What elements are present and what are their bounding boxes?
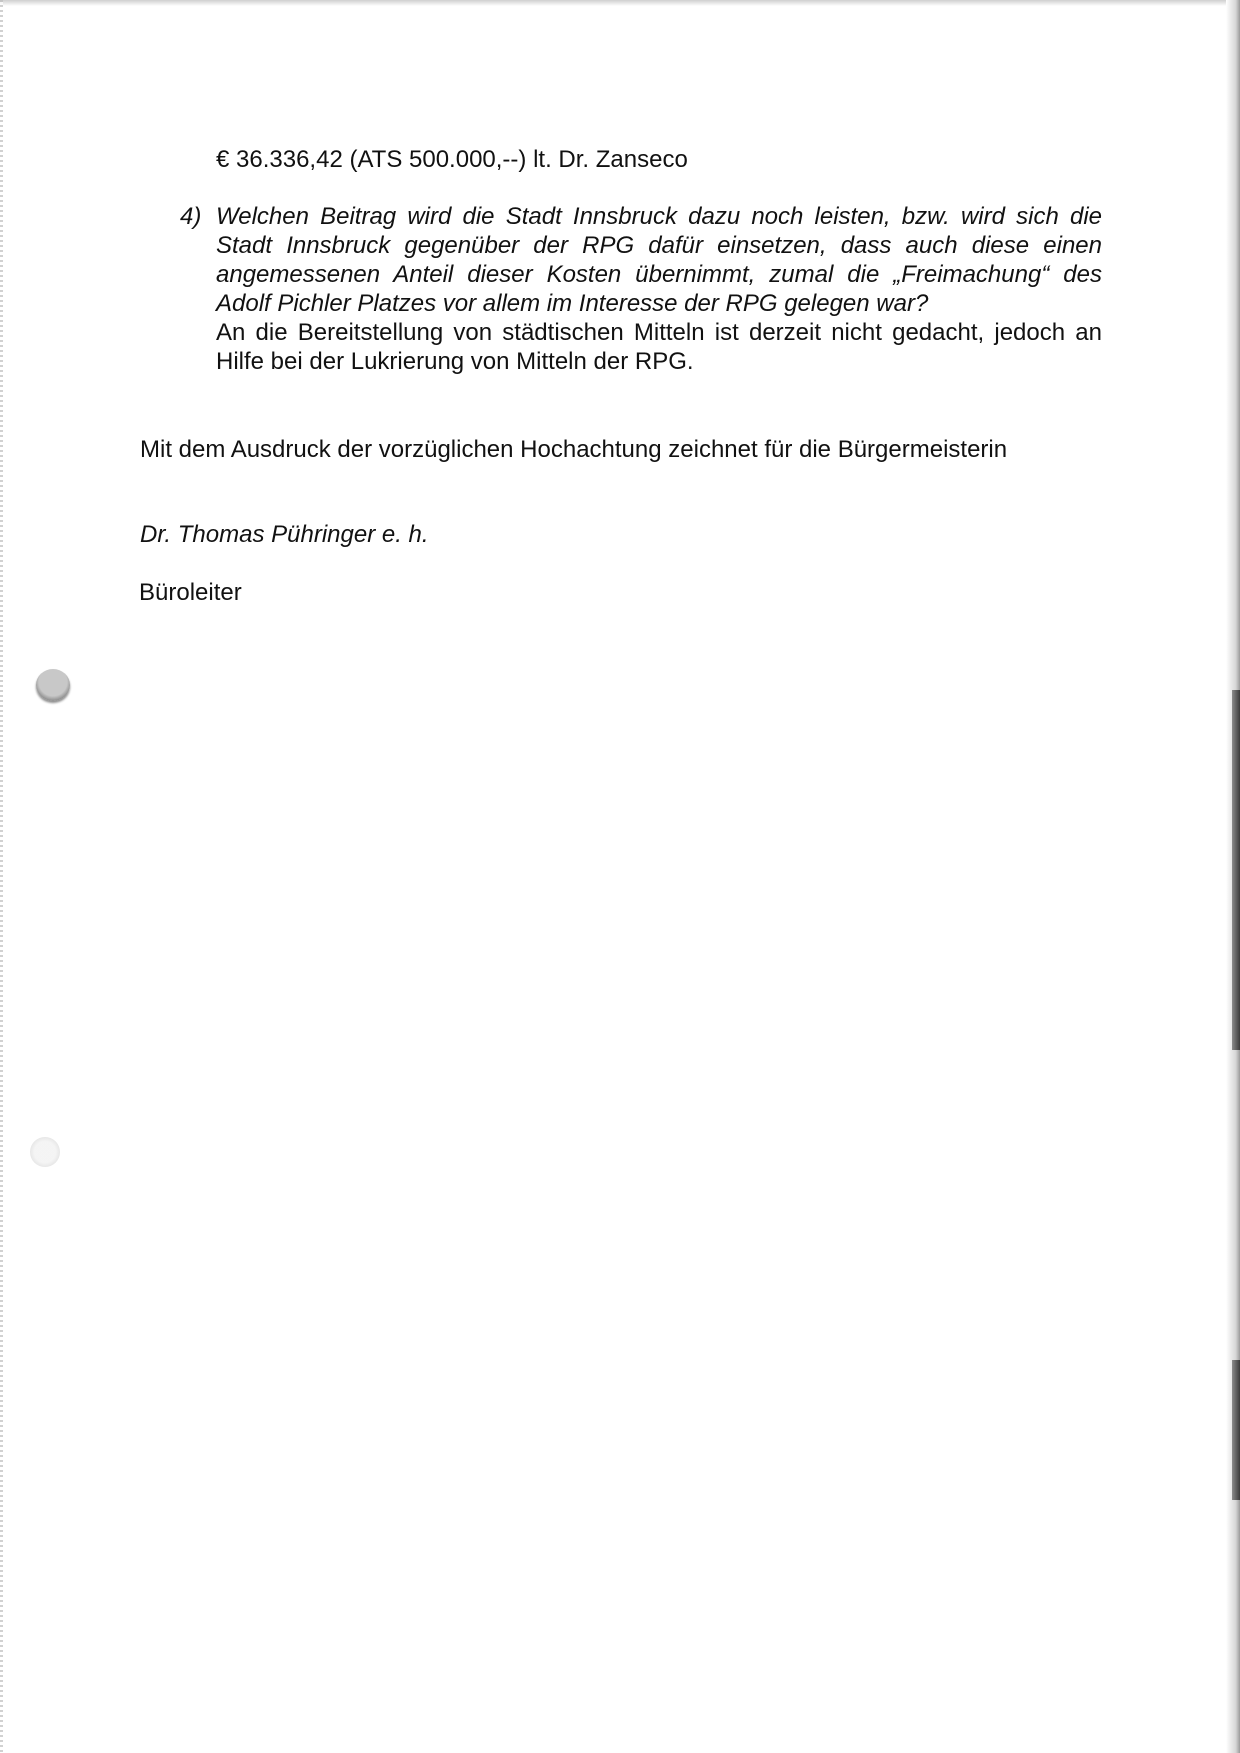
question-block xyxy=(216,202,1102,376)
scan-shadow-band xyxy=(1232,1360,1240,1500)
question-number: 4) xyxy=(180,203,202,230)
scan-shadow-band xyxy=(1232,690,1240,1050)
scan-edge-right xyxy=(1226,0,1240,1753)
signatory-role: Büroleiter xyxy=(139,579,242,606)
amount-line: € 36.336,42 (ATS 500.000,--) lt. Dr. Zanseco xyxy=(216,146,688,173)
answer-text: An die Bereitstellung von städtischen Mitteln ist derzeit nicht gedacht, jedoch an Hilfe bei der Lukrierung von Mitteln der RPG. xyxy=(216,319,1102,375)
scan-edge-left xyxy=(0,0,3,1753)
scan-edge-top xyxy=(0,0,1240,6)
question-text: Welchen Beitrag wird die Stadt Innsbruck dazu noch leisten, bzw. wird sich die Stadt Innsbruck gegenüber der RPG dafür einsetzen, dass auch diese einen angemessenen Anteil dieser Kosten übernimmt, zumal die „Freimachung“ des Adolf Pichler Platzes vor allem im Interesse der RPG gelegen war? xyxy=(216,203,1102,317)
signature: Dr. Thomas Pühringer e. h. xyxy=(140,521,429,548)
closing-formula: Mit dem Ausdruck der vorzüglichen Hochachtung zeichnet für die Bürgermeisterin xyxy=(140,436,1008,463)
punch-hole xyxy=(30,1137,60,1167)
punch-hole xyxy=(36,669,70,701)
